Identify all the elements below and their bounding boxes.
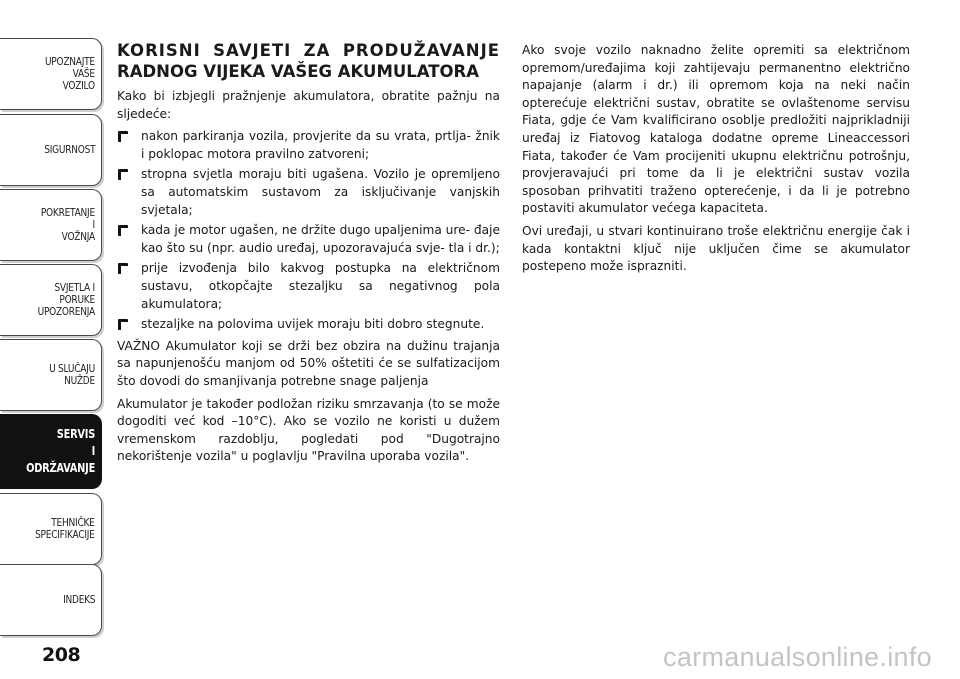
list-item-text: kada je motor ugašen, ne držite dugo upaljenima ure- đaje kao što su (npr. audio uređaj, upozoravajuća svje- tla i dr.); — [141, 223, 501, 255]
freeze-paragraph: Akumulator je također podložan riziku smrzavanja (to se može dogoditi već kod –10°C). Ako se vozilo ne koristi u dužem vremenskom razdoblju, pogledati pod "Dugotrajno nekorištenje vozila" u poglavlju "Pravilna uporaba vozila". — [117, 396, 500, 464]
tab-indeks[interactable] — [0, 564, 102, 636]
checkbox-bullet-icon — [118, 319, 128, 330]
heading-line-2: RADNOG VIJEKA VAŠEG AKUMULATORA — [117, 62, 480, 81]
checkbox-bullet-icon — [118, 169, 128, 180]
list-item-text: prije izvođenja bilo kakvog postupka na električnom sustavu, otkopčajte stezaljku sa negativnog pola akumulatora; — [141, 261, 500, 311]
consumption-paragraph: Ovi uređaji, u stvari kontinuirano troše električnu energije čak i kada kontaktni ključ nije uključen čime se akumulator postepeno može isprazniti. — [522, 223, 910, 274]
tab-tehnicke-specifikacije[interactable] — [0, 493, 102, 565]
list-item — [117, 316, 500, 334]
right-column — [522, 42, 910, 281]
intro-paragraph: Kako bi izbjegli pražnjenje akumulatora, obratite pažnju na sljedeće: — [117, 89, 500, 121]
list-item — [117, 222, 500, 257]
tab-label: SVJETLA I PORUKE UPOZORENJA — [37, 281, 95, 318]
list-item — [117, 128, 500, 163]
tab-label: POKRETANJE I VOŽNJA — [40, 206, 95, 243]
list-item-text: nakon parkiranja vozila, provjerite da su vrata, prtlja- žnik i poklopac motora pravilno zatvoreni; — [141, 129, 500, 161]
tab-upoznajte-vase-vozilo[interactable] — [0, 38, 102, 110]
section-heading — [117, 40, 500, 82]
tab-label: UPOZNAJTE VAŠE VOZILO — [45, 55, 95, 92]
page-number: 208 — [42, 644, 81, 666]
tab-pokretanje-i-voznja[interactable] — [0, 189, 102, 261]
list-item-text: stezaljke na polovima uvijek moraju biti dobro stegnute. — [141, 317, 485, 332]
list-item — [117, 260, 500, 313]
heading-line-1: KORISNI SAVJETI ZA PRODUŽAVANJE — [117, 41, 500, 60]
checkbox-bullet-icon — [118, 131, 128, 142]
checkbox-bullet-icon — [118, 263, 128, 274]
tab-servis-i-odrzavanje[interactable] — [0, 414, 102, 489]
tab-label: U SLUČAJU NUŽDE — [49, 362, 95, 387]
left-column — [117, 40, 500, 471]
watermark: carmanualsonline.info — [663, 642, 932, 672]
checkbox-bullet-icon — [118, 225, 128, 236]
tab-u-slucaju-nuzde[interactable] — [0, 339, 102, 411]
equipment-paragraph: Ako svoje vozilo naknadno želite opremiti sa električnom opremom/uređajima koji zahtijevaju permanentno električno napajanje (alarm i dr.) ili opremom koja na neki način opterećuje električni sustav, obratite se ovlaštenome servisu Fiata, gdje će Vam kvalificirano osoblje predložiti najprikladniji uređaj iz Fiatovog kataloga dodatne opreme Lineaccessori Fiata, također će Vam procijeniti ukupnu električnu potrošnju, provjeravajući pri tome da li je električni sustav vozila sposoban prihvatiti traženo opterećenje, i da li je potrebno postaviti akumulator većega kapaciteta. — [522, 43, 910, 216]
tab-svjetla-i-poruke-upozorenja[interactable] — [0, 264, 102, 336]
tab-label: TEHNIČKE SPECIFIKACIJE — [35, 516, 95, 541]
important-paragraph: VAŽNO Akumulator koji se drži bez obzira na dužinu trajanja sa napunjenošću manjom od 50% oštetiti će se sulfatizacijom što dovodi do smanjivanja potrebne snage paljenja — [117, 338, 500, 388]
tab-label: INDEKS — [62, 593, 95, 606]
tab-label: SERVIS I ODRŽAVANJE — [26, 427, 95, 475]
tab-sigurnost[interactable] — [0, 114, 102, 186]
tips-list — [117, 128, 500, 334]
list-item — [117, 166, 500, 219]
list-item-text: stropna svjetla moraju biti ugašena. Vozilo je opremljeno sa automatskim sustavom za isključivanje vanjskih svjetala; — [141, 167, 500, 217]
tab-label: SIGURNOST — [43, 143, 95, 156]
